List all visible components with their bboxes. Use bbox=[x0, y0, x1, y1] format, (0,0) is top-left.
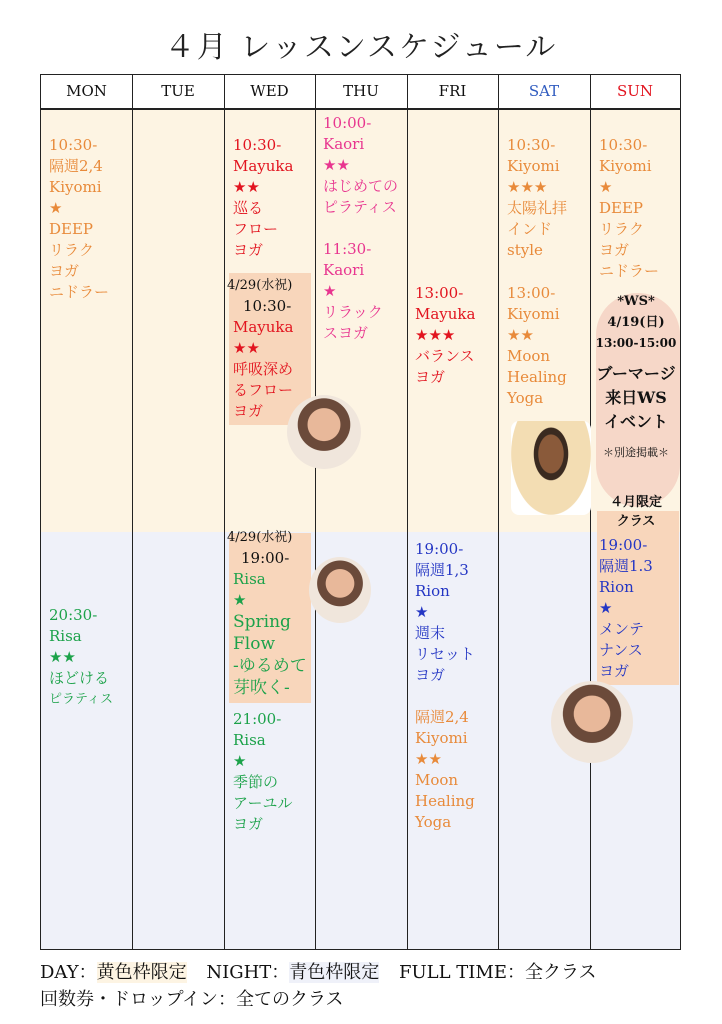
class-line: ４月限定 bbox=[609, 495, 662, 510]
class-line: 11:30- bbox=[323, 240, 372, 258]
wed-day-class bbox=[233, 135, 293, 261]
class-line: リラク bbox=[49, 241, 95, 259]
footer-line-2: 回数券・ドロップイン：全てのクラス bbox=[40, 989, 344, 1010]
footer-day-value: 黄色枠限定 bbox=[96, 962, 187, 983]
header-divider bbox=[41, 108, 680, 110]
fri-night-class-2 bbox=[415, 707, 475, 833]
class-line: Kiyomi bbox=[49, 178, 102, 196]
class-line: Kiyomi bbox=[507, 157, 560, 175]
wed-special-time: 10:30- bbox=[243, 297, 292, 315]
sun-ws-label: *WS* bbox=[617, 294, 655, 309]
class-line: るフロー bbox=[233, 381, 294, 399]
teacher-photo-rion bbox=[551, 681, 633, 763]
class-line: Mayuka bbox=[415, 305, 476, 323]
class-line: ★ bbox=[49, 199, 63, 217]
class-line: ★★ bbox=[49, 648, 76, 666]
class-line: ★ bbox=[599, 599, 613, 617]
mon-day-class bbox=[49, 135, 109, 303]
sat-day-class-2 bbox=[507, 283, 567, 409]
class-line: ★★ bbox=[233, 178, 260, 196]
class-line: ニドラー bbox=[599, 262, 660, 280]
sun-ws-event bbox=[590, 291, 682, 463]
class-line: ヨガ bbox=[415, 368, 446, 386]
class-line: ほどける bbox=[49, 669, 110, 687]
class-line: クラス bbox=[616, 514, 656, 529]
wed-special-date: 4/29(水祝) bbox=[227, 278, 293, 293]
class-line: 10:30- bbox=[49, 136, 98, 154]
teacher-photo-mayuka bbox=[287, 395, 361, 469]
class-line: インド bbox=[507, 220, 553, 238]
class-line: ★ bbox=[323, 282, 337, 300]
class-line: アーユル bbox=[233, 794, 293, 812]
wed-night-special-class bbox=[227, 527, 317, 699]
class-line: ヨガ bbox=[233, 241, 264, 259]
wed-special-class bbox=[227, 275, 315, 422]
class-line: 隔週1.3 bbox=[599, 557, 653, 575]
class-line: 13:00- bbox=[415, 284, 464, 302]
class-line: スヨガ bbox=[323, 324, 369, 342]
class-line: ★★★ bbox=[415, 326, 456, 344]
sun-ws-line2: 来日WS bbox=[605, 388, 667, 407]
thu-day-class-1 bbox=[323, 113, 398, 218]
class-line: Rion bbox=[415, 582, 450, 600]
schedule-grid bbox=[40, 74, 681, 950]
class-line: フロー bbox=[233, 220, 279, 238]
class-line: ヨガ bbox=[599, 241, 630, 259]
wed-night-special-teacher: Risa bbox=[233, 570, 266, 588]
sun-night-class bbox=[599, 535, 653, 682]
class-line: 隔週2,4 bbox=[49, 157, 103, 175]
wed-night-special-stars: ★ bbox=[233, 591, 247, 609]
wed-special-stars: ★★ bbox=[233, 339, 260, 357]
class-line: Mayuka bbox=[233, 157, 294, 175]
class-line: ピラティス bbox=[323, 198, 397, 216]
class-line: Kiyomi bbox=[599, 157, 652, 175]
day-header-mon: MON bbox=[66, 82, 107, 100]
class-line: Moon bbox=[415, 771, 459, 789]
class-line: Flow bbox=[233, 634, 276, 654]
class-line: はじめての bbox=[323, 177, 399, 195]
class-line: ヨガ bbox=[233, 815, 264, 833]
day-header-sun: SUN bbox=[616, 82, 654, 100]
class-line: ★★ bbox=[323, 156, 350, 174]
class-line: 10:30- bbox=[233, 136, 282, 154]
day-header-fri: FRI bbox=[438, 82, 467, 100]
class-line: Risa bbox=[233, 731, 266, 749]
class-line: 呼吸深め bbox=[233, 360, 294, 378]
teacher-photo-bhoomaj bbox=[511, 421, 591, 515]
wed-night-special-date: 4/29(水祝) bbox=[227, 530, 293, 545]
sun-day-class bbox=[599, 135, 659, 282]
class-line: ヨガ bbox=[415, 666, 446, 684]
wed-special-teacher: Mayuka bbox=[233, 318, 294, 336]
col-divider bbox=[132, 75, 133, 949]
sun-ws-line1: ブーマージ bbox=[596, 364, 676, 383]
class-line: ★ bbox=[233, 752, 247, 770]
wed-night-class bbox=[233, 709, 293, 835]
class-line: 季節の bbox=[233, 773, 279, 791]
class-line: 21:00- bbox=[233, 710, 282, 728]
class-line: 芽吹く- bbox=[233, 678, 290, 698]
class-line: ★★ bbox=[415, 750, 442, 768]
page-title: ４月 レッスンスケジュール bbox=[164, 30, 558, 65]
class-line: Risa bbox=[49, 627, 82, 645]
col-divider bbox=[498, 75, 499, 949]
class-line: メンテ bbox=[599, 620, 645, 638]
class-line: リラク bbox=[599, 220, 645, 238]
class-line: バランス bbox=[415, 347, 475, 365]
sun-ws-date: 4/19(日) bbox=[607, 315, 665, 330]
class-line: 週末 bbox=[415, 624, 446, 642]
thu-day-class-2 bbox=[323, 239, 383, 344]
class-line: 19:00- bbox=[415, 540, 464, 558]
class-line: 太陽礼拝 bbox=[507, 199, 568, 217]
class-line: Yoga bbox=[507, 389, 544, 407]
class-line: Kaori bbox=[323, 261, 365, 279]
footer-full-label: FULL TIME：全クラス bbox=[399, 962, 597, 983]
class-line: Moon bbox=[507, 347, 551, 365]
sun-ws-time: 13:00-15:00 bbox=[595, 336, 677, 350]
class-line: Kiyomi bbox=[415, 729, 468, 747]
class-line: 巡る bbox=[233, 199, 264, 217]
class-line: -ゆるめて bbox=[233, 656, 307, 676]
day-header-sat: SAT bbox=[528, 82, 560, 100]
fri-day-class bbox=[415, 283, 475, 388]
class-line: Healing bbox=[507, 368, 567, 386]
sun-ws-note: ＊別途掲載＊ bbox=[603, 446, 669, 459]
class-line: Healing bbox=[415, 792, 475, 810]
class-line: Rion bbox=[599, 578, 634, 596]
class-line: ヨガ bbox=[599, 662, 630, 680]
footer-night-label: NIGHT： bbox=[206, 962, 290, 983]
footer-day-label: DAY： bbox=[40, 962, 97, 983]
class-line: ★★★ bbox=[507, 178, 548, 196]
day-header-thu: THU bbox=[343, 82, 379, 100]
class-line: リセット bbox=[415, 645, 475, 663]
teacher-photo-risa bbox=[309, 557, 371, 623]
sat-day-class-1 bbox=[507, 135, 567, 261]
class-line: style bbox=[507, 241, 543, 259]
col-divider bbox=[407, 75, 408, 949]
day-header-tue: TUE bbox=[161, 82, 195, 100]
class-line: Kaori bbox=[323, 135, 365, 153]
day-header-wed: WED bbox=[250, 82, 289, 100]
class-line: 隔週1,3 bbox=[415, 561, 469, 579]
class-line: DEEP bbox=[49, 220, 94, 238]
class-line: ★★ bbox=[507, 326, 534, 344]
sun-ws-line3: イベント bbox=[603, 412, 668, 431]
class-line: 隔週2,4 bbox=[415, 708, 469, 726]
fri-night-class-1 bbox=[415, 539, 475, 686]
wed-night-special-time: 19:00- bbox=[241, 549, 290, 567]
mon-night-class bbox=[49, 605, 113, 710]
col-divider bbox=[315, 75, 316, 949]
class-line: ニドラー bbox=[49, 283, 110, 301]
class-line: DEEP bbox=[599, 199, 644, 217]
col-divider bbox=[224, 75, 225, 949]
class-line: Kiyomi bbox=[507, 305, 560, 323]
sun-limited-label bbox=[590, 493, 682, 531]
class-line: リラック bbox=[323, 303, 383, 321]
class-line: ★ bbox=[599, 178, 613, 196]
class-line: 10:30- bbox=[507, 136, 556, 154]
class-line: Yoga bbox=[415, 813, 452, 831]
class-line: Spring bbox=[233, 612, 291, 632]
class-line: ヨガ bbox=[49, 262, 80, 280]
class-line: 20:30- bbox=[49, 606, 98, 624]
class-line: 10:00- bbox=[323, 114, 372, 132]
class-line: 19:00- bbox=[599, 536, 648, 554]
class-line: ★ bbox=[415, 603, 429, 621]
class-line: ヨガ bbox=[233, 402, 264, 420]
footer-night-value: 青色枠限定 bbox=[289, 962, 380, 983]
footer-line-1 bbox=[40, 958, 596, 984]
class-line: 13:00- bbox=[507, 284, 556, 302]
class-line: ナンス bbox=[599, 641, 643, 659]
class-line: ピラティス bbox=[49, 692, 113, 707]
class-line: 10:30- bbox=[599, 136, 648, 154]
wed-night-special-name bbox=[227, 611, 317, 699]
